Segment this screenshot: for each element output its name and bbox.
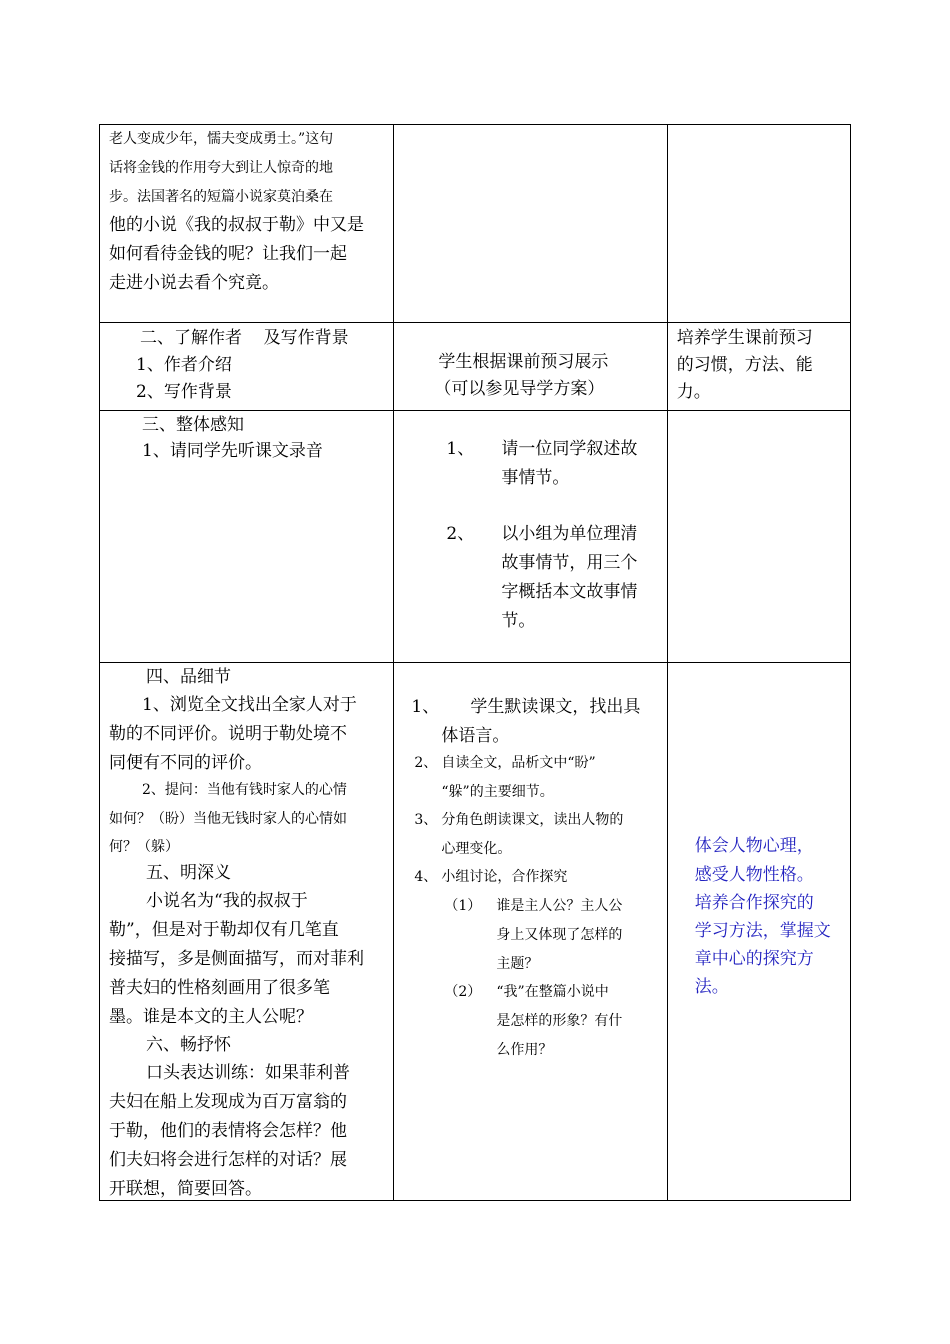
activity-cell — [394, 411, 667, 663]
text-line: 小组讨论，合作探究 — [441, 869, 568, 885]
process-cell — [100, 125, 394, 323]
text-line: 步。法国著名的短篇小说家莫泊桑在 — [109, 189, 333, 205]
text-line: 体会人物心理， — [694, 836, 814, 856]
text-line: 如何？（盼）当他无钱时家人的心情如 — [109, 811, 347, 827]
text-line: 走进小说去看个究竟。 — [109, 273, 279, 293]
item-number: 2、 — [414, 755, 438, 771]
intent-cell — [667, 411, 850, 663]
item-number: 2、 — [446, 524, 475, 544]
item-number: 1、 — [446, 439, 475, 459]
text-line: 字概括本文故事情 — [501, 582, 638, 602]
intent-cell — [667, 323, 850, 411]
text-line: 口头表达训练：如果菲利普 — [146, 1063, 350, 1083]
text-line: 何？（躲） — [109, 839, 179, 855]
text-line: 以小组为单位理清 — [501, 524, 638, 544]
text-line: 学习方法，掌握文 — [694, 921, 831, 941]
text-line: 章中心的探究方 — [694, 949, 814, 969]
sub-item-number: （2） — [444, 984, 482, 1000]
activity-cell — [394, 323, 667, 411]
intent-cell — [667, 663, 850, 1201]
text-line: 学生默读课文，找出具 — [470, 697, 641, 717]
text-line: 事情节。 — [501, 468, 570, 488]
section-heading: 六、畅抒怀 — [146, 1035, 231, 1055]
text-line: 夫妇在船上发现成为百万富翁的 — [109, 1092, 347, 1112]
text-line: 主题？ — [496, 956, 539, 972]
text-line: 话将金钱的作用夸大到让人惊奇的地 — [109, 160, 333, 176]
section-heading: 五、明深义 — [146, 863, 231, 883]
item-number: 4、 — [414, 869, 438, 885]
section-heading: 三、整体感知 — [142, 415, 244, 435]
text-line: 自读全文，品析文中“盼” — [441, 755, 596, 771]
text-line: 是怎样的形象？有什 — [496, 1013, 623, 1029]
text-line: 的习惯，方法、能 — [676, 355, 813, 375]
text-line: 1、浏览全文找出全家人对于 — [142, 695, 357, 715]
text-line: 谁是主人公？主人公 — [496, 898, 623, 914]
text-line: 2、提问：当他有钱时家人的心情 — [142, 782, 347, 798]
text-line: 普夫妇的性格刻画用了很多笔 — [109, 978, 330, 998]
text-line: 力。 — [676, 382, 711, 402]
table-row — [100, 125, 851, 323]
text-line: 同便有不同的评价。 — [109, 753, 262, 773]
text-line: “躲”的主要细节。 — [441, 784, 554, 800]
text-line: 么作用？ — [496, 1042, 553, 1058]
text-line: 感受人物性格。 — [694, 865, 814, 885]
process-cell — [100, 323, 394, 411]
process-cell — [100, 411, 394, 663]
lesson-plan-table — [99, 124, 851, 1201]
table-row — [100, 663, 851, 1201]
text-line: 老人变成少年，懦夫变成勇士。”这句 — [109, 131, 334, 147]
text-line: 们夫妇将会进行怎样的对话？展 — [109, 1150, 347, 1170]
activity-cell — [394, 125, 667, 323]
text-line: 如何看待金钱的呢？让我们一起 — [109, 244, 347, 264]
activity-cell — [394, 663, 667, 1201]
table-row — [100, 411, 851, 663]
text-line: “我”在整篇小说中 — [496, 984, 609, 1000]
text-line: 2、写作背景 — [136, 382, 232, 402]
text-line: 1、请同学先听课文录音 — [142, 441, 323, 461]
section-heading: 四、品细节 — [146, 667, 231, 687]
text-line: 接描写，多是侧面描写，而对菲利 — [109, 949, 364, 969]
text-line: 开联想，简要回答。 — [109, 1179, 262, 1199]
table-row — [100, 323, 851, 411]
text-line: 小说名为“我的叔叔于 — [146, 891, 308, 911]
text-line: 身上又体现了怎样的 — [496, 927, 623, 943]
item-number: 1、 — [411, 697, 440, 717]
text-line: 体语言。 — [441, 726, 510, 746]
intent-cell — [667, 125, 850, 323]
text-line: 请一位同学叙述故 — [501, 439, 638, 459]
section-heading: 二、了解作者 及写作背景 — [140, 328, 349, 348]
text-line: 学生根据课前预习展示 — [438, 352, 609, 372]
text-line: 于勒，他们的表情将会怎样？他 — [109, 1121, 347, 1141]
text-line: 节。 — [501, 611, 536, 631]
sub-item-number: （1） — [444, 898, 482, 914]
text-line: 勒”，但是对于勒却仅有几笔直 — [109, 920, 339, 940]
text-line: 心理变化。 — [441, 841, 512, 857]
text-line: 法。 — [694, 977, 729, 997]
process-cell — [100, 663, 394, 1201]
text-line: 他的小说《我的叔叔于勒》中又是 — [109, 215, 364, 235]
text-line: 墨。谁是本文的主人公呢？ — [109, 1007, 313, 1027]
text-line: 勒的不同评价。说明于勒处境不 — [109, 724, 347, 744]
text-line: 1、作者介绍 — [136, 355, 232, 375]
item-number: 3、 — [414, 812, 438, 828]
text-line: 分角色朗读课文，读出人物的 — [441, 812, 624, 828]
text-line: （可以参见导学方案） — [434, 379, 605, 399]
text-line: 培养学生课前预习 — [676, 328, 813, 348]
text-line: 故事情节，用三个 — [501, 553, 638, 573]
text-line: 培养合作探究的 — [694, 893, 814, 913]
